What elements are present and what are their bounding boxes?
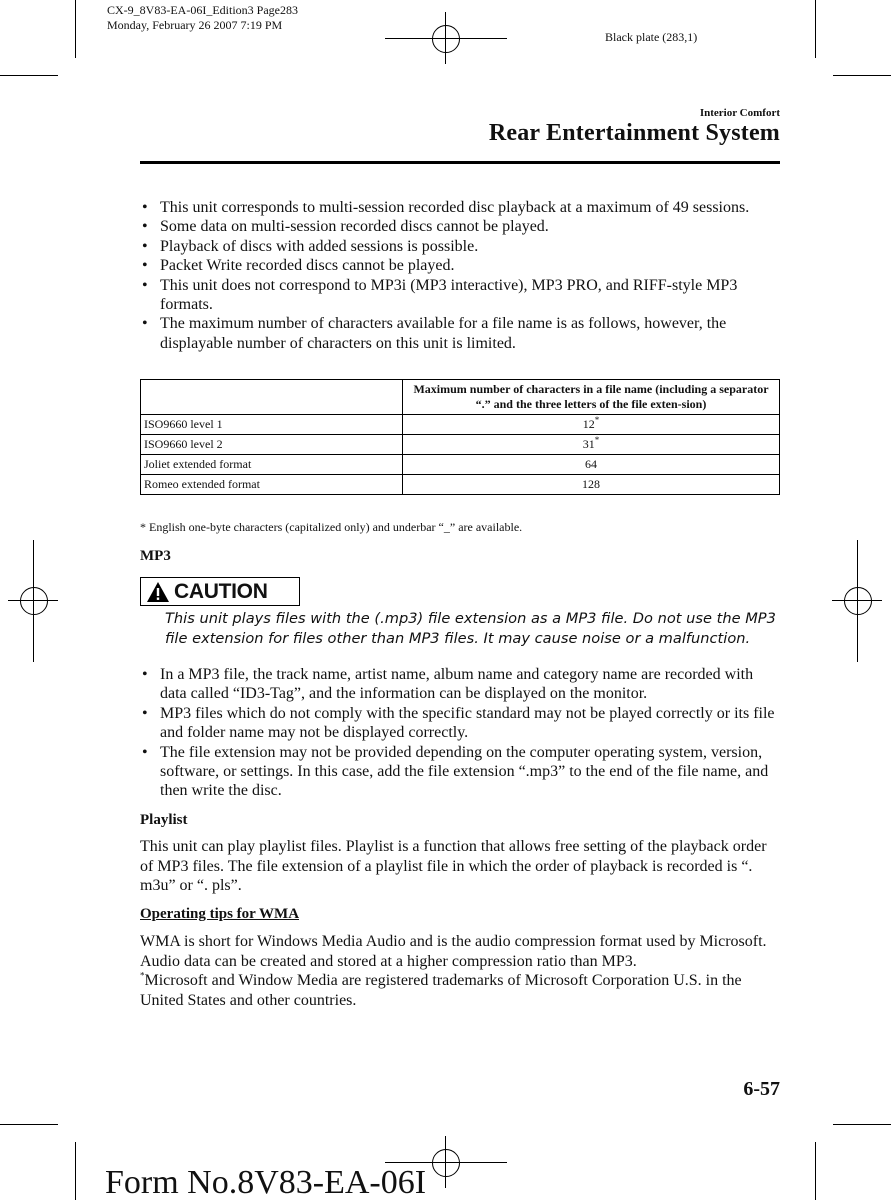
wma-description: WMA is short for Windows Media Audio and is the audio compression format used by Microsoft. [140, 933, 767, 950]
disc-notes-list [140, 198, 780, 353]
bullet-icon: • [142, 218, 148, 236]
page-number: 6-57 [743, 1078, 780, 1100]
list-item: • This unit corresponds to multi-session recorded disc playback at a maximum of 49 sessions. [142, 199, 750, 216]
plate-label: Black plate (283,1) [605, 30, 698, 44]
table-footnote: * English one-byte characters (capitalized only) and underbar “_” are available. [140, 520, 523, 534]
bullet-icon: • [142, 237, 148, 255]
list-item: • Some data on multi-session recorded discs cannot be played. [142, 218, 549, 236]
list-item: • Packet Write recorded discs cannot be played. [142, 257, 455, 275]
mp3-heading: MP3 [140, 548, 171, 564]
caution-badge [140, 577, 300, 606]
bullet-icon: • [142, 257, 148, 275]
table-cell-format: ISO9660 level 1 [141, 415, 403, 435]
caution-label: CAUTION [174, 579, 268, 603]
list-item: • Playback of discs with added sessions is possible. [142, 237, 479, 255]
mp3-notes-list [140, 665, 780, 801]
table-cell-value: 31* [403, 435, 780, 455]
file-line: CX-9_8V83-EA-06I_Edition3 Page283 [107, 3, 298, 17]
wma-trademark-note: *Microsoft and Window Media are registered trademarks of Microsoft Corporation U.S. in the United States and other countries. [140, 970, 742, 1009]
list-item: • The file extension may not be provided depending on the computer operating system, version, software, or settings. In this case, add the file extension “.mp3” to the end of the file name, and then write the disc. [142, 743, 769, 800]
bullet-icon: • [142, 276, 148, 294]
table-row [141, 475, 780, 495]
playlist-heading: Playlist [140, 812, 188, 828]
title-rule [140, 161, 780, 164]
caution-text: This unit plays files with the (.mp3) file extension as a MP3 file. Do not use the MP3 file extension for files other than MP3 files. It may cause noise or a malfunction. [165, 610, 776, 647]
table-cell-value: 128 [403, 475, 780, 495]
date-line: Monday, February 26 2007 7:19 PM [107, 18, 283, 32]
form-number: Form No.8V83-EA-06I [105, 1164, 427, 1201]
warning-icon [146, 581, 170, 603]
table-cell-format: Romeo extended format [141, 475, 403, 495]
bullet-icon: • [142, 743, 148, 761]
table-cell-format: ISO9660 level 2 [141, 435, 403, 455]
wma-heading: Operating tips for WMA [140, 906, 300, 922]
wma-compression-note: Audio data can be created and stored at a higher compression ratio than MP3. [140, 952, 637, 970]
list-item: • MP3 files which do not comply with the specific standard may not be played correctly or its file and folder name may not be displayed correctly. [142, 704, 775, 742]
bullet-icon: • [142, 704, 148, 722]
table-cell-value: 12* [403, 415, 780, 435]
filename-length-table [140, 379, 780, 495]
table-header-max-chars: Maximum number of characters in a file name (including a separator “.” and the three letters of the file exten-sion) [403, 380, 780, 415]
bullet-icon: • [142, 199, 148, 216]
table-header-blank [141, 380, 403, 415]
section-category: Interior Comfort [699, 107, 780, 119]
page-title: Rear Entertainment System [488, 120, 780, 146]
table-cell-format: Joliet extended format [141, 455, 403, 475]
bullet-icon: • [142, 666, 148, 683]
list-item: • This unit does not correspond to MP3i (MP3 interactive), MP3 PRO, and RIFF-style MP3 formats. [142, 276, 738, 314]
list-item: • The maximum number of characters available for a file name is as follows, however, the displayable number of characters on this unit is limited. [142, 315, 727, 352]
print-meta [107, 3, 298, 33]
playlist-text: This unit can play playlist files. Playlist is a function that allows free setting of the playback order of MP3 files. The file extension of a playlist file in which the order of playback is recorded is “. m3u” or “. pls”. [140, 838, 767, 895]
table-header-row [141, 380, 780, 415]
table-cell-value: 64 [403, 455, 780, 475]
wma-text [140, 932, 780, 1010]
table-row [141, 435, 780, 455]
list-item: • In a MP3 file, the track name, artist name, album name and category name are recorded with data called “ID3-Tag”, and the information can be displayed on the monitor. [142, 666, 754, 703]
table-row [141, 455, 780, 475]
table-row [141, 415, 780, 435]
bullet-icon: • [142, 315, 148, 333]
